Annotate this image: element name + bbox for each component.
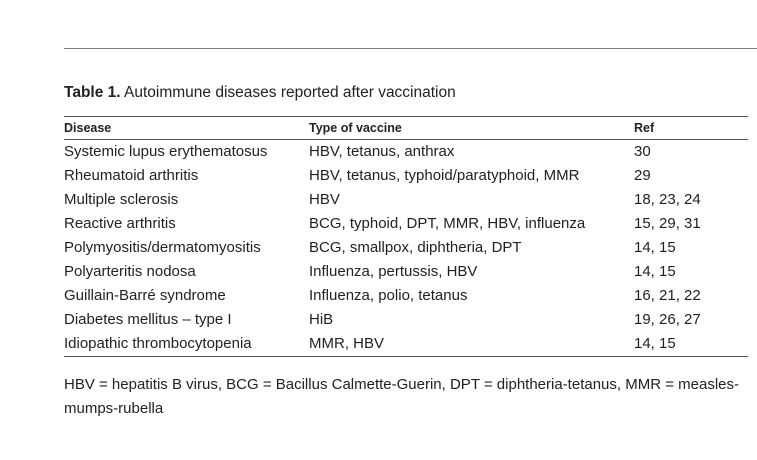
table-row — [64, 308, 748, 332]
disease-cell: Multiple sclerosis — [64, 191, 179, 208]
vaccine-cell: HBV, tetanus, typhoid/paratyphoid, MMR — [309, 167, 580, 184]
table-row — [64, 236, 748, 260]
disease-cell: Polyarteritis nodosa — [64, 263, 196, 280]
disease-cell: Polymyositis/dermatomyositis — [64, 239, 261, 256]
vaccine-cell: MMR, HBV — [309, 335, 384, 352]
column-header-vaccine: Type of vaccine — [309, 121, 402, 135]
ref-cell: 15, 29, 31 — [634, 215, 701, 232]
disease-cell: Idiopathic thrombocytopenia — [64, 335, 252, 352]
table-container — [64, 116, 748, 357]
ref-cell: 14, 15 — [634, 263, 676, 280]
disease-cell: Reactive arthritis — [64, 215, 176, 232]
ref-cell: 19, 26, 27 — [634, 311, 701, 328]
disease-cell: Systemic lupus erythematosus — [64, 143, 268, 160]
table-title: Autoimmune diseases reported after vaccination — [124, 84, 456, 101]
vaccine-cell: Influenza, polio, tetanus — [309, 287, 468, 304]
ref-cell: 16, 21, 22 — [634, 287, 701, 304]
ref-cell: 14, 15 — [634, 239, 676, 256]
column-header-disease: Disease — [64, 121, 112, 135]
table-body — [64, 140, 748, 357]
table-row — [64, 284, 748, 308]
vaccine-cell: BCG, smallpox, diphtheria, DPT — [309, 239, 522, 256]
top-rule — [64, 48, 757, 49]
vaccine-cell: BCG, typhoid, DPT, MMR, HBV, influenza — [309, 215, 586, 232]
table-row — [64, 212, 748, 236]
header-row — [64, 117, 748, 140]
table-caption — [64, 83, 456, 103]
table-row — [64, 188, 748, 212]
vaccine-cell: HBV — [309, 191, 340, 208]
disease-cell: Diabetes mellitus – type I — [64, 311, 232, 328]
ref-cell: 14, 15 — [634, 335, 676, 352]
vaccine-cell: HBV, tetanus, anthrax — [309, 143, 455, 160]
ref-cell: 29 — [634, 167, 651, 184]
table-row — [64, 260, 748, 284]
table-row — [64, 164, 748, 188]
disease-table — [64, 116, 748, 357]
disease-cell: Rheumatoid arthritis — [64, 167, 199, 184]
ref-cell: 18, 23, 24 — [634, 191, 701, 208]
table-row — [64, 332, 748, 357]
table-footnote: HBV = hepatitis B virus, BCG = Bacillus Calmette-Guerin, DPT = diphtheria-tetanus, MMR = measles-mumps-rubella — [64, 376, 739, 417]
table-row — [64, 140, 748, 165]
table-label: Table 1. — [64, 84, 121, 101]
vaccine-cell: HiB — [309, 311, 334, 328]
column-header-ref: Ref — [634, 121, 655, 135]
ref-cell: 30 — [634, 143, 651, 160]
disease-cell: Guillain-Barré syndrome — [64, 287, 226, 304]
vaccine-cell: Influenza, pertussis, HBV — [309, 263, 478, 280]
table-header — [64, 117, 748, 140]
